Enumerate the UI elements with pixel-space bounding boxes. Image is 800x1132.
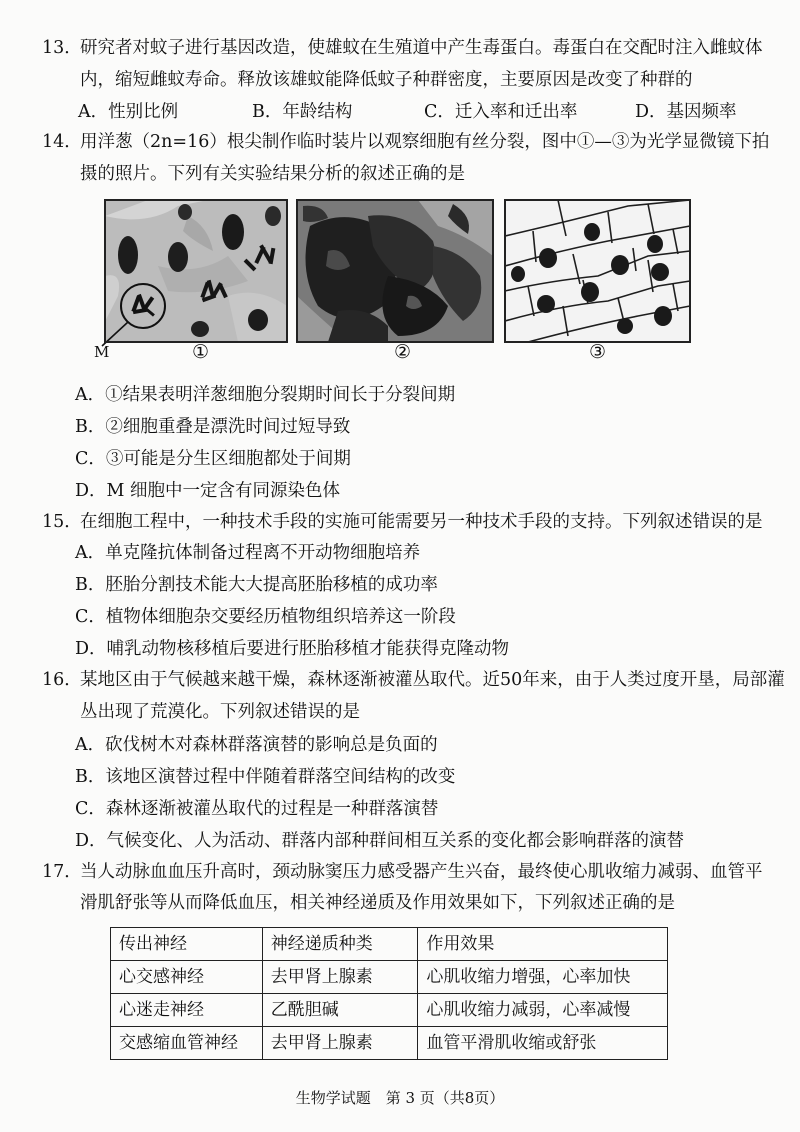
question-stem-line: 用洋葱（2n=16）根尖制作临时装片以观察细胞有丝分裂，图中①—③为光学显微镜下拍: [80, 132, 770, 152]
question-number: 16．: [42, 670, 82, 690]
option-d: D．M 细胞中一定含有同源染色体: [75, 481, 341, 501]
table-cell: 心肌收缩力增强，心率加快: [418, 961, 668, 994]
option-b: B．胚胎分割技术能大大提高胚胎移植的成功率: [75, 575, 438, 595]
option-c: C．森林逐渐被灌丛取代的过程是一种群落演替: [75, 799, 439, 819]
figure-marker-m: M: [94, 343, 110, 361]
photo-3: [505, 200, 690, 342]
option-c: C．迁入率和迁出率: [424, 102, 578, 122]
question-number: 17．: [42, 862, 82, 882]
question-stem-line: 滑肌舒张等从而降低血压，相关神经递质及作用效果如下，下列叙述正确的是: [80, 893, 675, 913]
question-number: 14．: [42, 132, 82, 152]
table-header-row: [111, 928, 668, 961]
table-cell: 心肌收缩力减弱，心率减慢: [418, 994, 668, 1027]
option-a: A．①结果表明洋葱细胞分裂期时间长于分裂间期: [75, 385, 456, 405]
question-stem-line: 内，缩短雌蚊寿命。释放该雄蚊能降低蚊子种群密度，主要原因是改变了种群的: [80, 70, 693, 90]
table-cell: 去甲肾上腺素: [262, 1027, 418, 1060]
option-b: B．②细胞重叠是漂洗时间过短导致: [75, 417, 351, 437]
microscope-photos-figure: [88, 196, 698, 348]
figure-label-1: ①: [192, 341, 210, 363]
question-stem-line: 丛出现了荒漠化。下列叙述错误的是: [80, 702, 360, 722]
question-stem-line: 在细胞工程中，一种技术手段的实施可能需要另一种技术手段的支持。下列叙述错误的是: [80, 512, 763, 532]
table-row: [111, 1027, 668, 1060]
option-d: D．哺乳动物核移植后要进行胚胎移植才能获得克隆动物: [75, 639, 510, 659]
table-cell: 心交感神经: [111, 961, 263, 994]
table-cell: 去甲肾上腺素: [262, 961, 418, 994]
neurotransmitter-table: [110, 927, 668, 1060]
question-stem-line: 摄的照片。下列有关实验结果分析的叙述正确的是: [80, 164, 465, 184]
table-row: [111, 961, 668, 994]
option-a: A．单克隆抗体制备过程离不开动物细胞培养: [75, 543, 421, 563]
table-cell: 交感缩血管神经: [111, 1027, 263, 1060]
photo-2: [297, 200, 493, 342]
table-cell: 心迷走神经: [111, 994, 263, 1027]
table-header-cell: 神经递质种类: [262, 928, 418, 961]
question-stem-line: 某地区由于气候越来越干燥，森林逐渐被灌丛取代。近50年来，由于人类过度开垦，局部灌: [80, 670, 785, 690]
option-a: A．性别比例: [78, 102, 179, 122]
option-d: D．基因频率: [635, 102, 737, 122]
option-a: A．砍伐树木对森林群落演替的影响总是负面的: [75, 735, 438, 755]
option-c: C．③可能是分生区细胞都处于间期: [75, 449, 351, 469]
question-stem-line: 当人动脉血血压升高时，颈动脉窦压力感受器产生兴奋，最终使心肌收缩力减弱、血管平: [80, 862, 763, 882]
option-b: B．年龄结构: [252, 102, 353, 122]
figure-label-2: ②: [394, 341, 412, 363]
table-cell: 乙酰胆碱: [262, 994, 418, 1027]
table-cell: 血管平滑肌收缩或舒张: [418, 1027, 668, 1060]
question-number: 13．: [42, 38, 82, 58]
question-stem-line: 研究者对蚊子进行基因改造，使雄蚊在生殖道中产生毒蛋白。毒蛋白在交配时注入雌蚊体: [80, 38, 763, 58]
option-b: B．该地区演替过程中伴随着群落空间结构的改变: [75, 767, 456, 787]
table-header-cell: 作用效果: [418, 928, 668, 961]
page-footer: 生物学试题 第 3 页（共8页）: [295, 1089, 505, 1107]
table-row: [111, 994, 668, 1027]
option-c: C．植物体细胞杂交要经历植物组织培养这一阶段: [75, 607, 456, 627]
option-d: D．气候变化、人为活动、群落内部种群间相互关系的变化都会影响群落的演替: [75, 831, 685, 851]
photo-1: [102, 200, 287, 346]
table-header-cell: 传出神经: [111, 928, 263, 961]
question-number: 15．: [42, 512, 82, 532]
figure-label-3: ③: [589, 341, 607, 363]
